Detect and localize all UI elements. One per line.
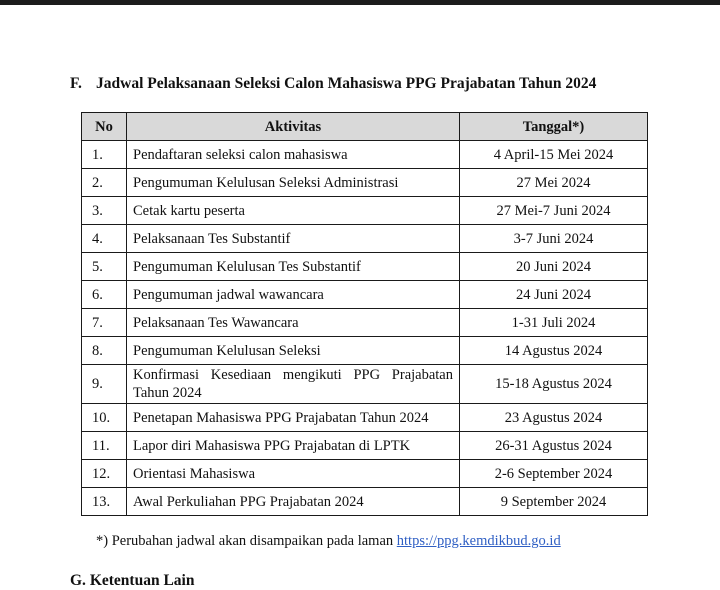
footnote-link[interactable]: https://ppg.kemdikbud.go.id [396, 533, 561, 549]
row-date: 23 Agustus 2024 [460, 404, 648, 432]
row-no: 2. [82, 169, 127, 197]
next-section-title: Ketentuan Lain [89, 572, 195, 589]
table-row [82, 337, 648, 365]
table-row [82, 309, 648, 337]
row-activity: Penetapan Mahasiswa PPG Prajabatan Tahun 2024 [127, 404, 460, 432]
row-date: 15-18 Agustus 2024 [460, 365, 648, 404]
table-row [82, 488, 648, 516]
row-activity: Orientasi Mahasiswa [127, 460, 460, 488]
row-date: 14 Agustus 2024 [460, 337, 648, 365]
table-row [82, 404, 648, 432]
row-no: 7. [82, 309, 127, 337]
footnote-text: *) Perubahan jadwal akan disampaikan pada laman [96, 533, 394, 549]
table-row [82, 225, 648, 253]
row-date: 27 Mei-7 Juni 2024 [460, 197, 648, 225]
row-no: 6. [82, 281, 127, 309]
row-date: 2-6 September 2024 [460, 460, 648, 488]
next-section-heading [70, 572, 194, 590]
header-row [82, 113, 648, 141]
row-no: 4. [82, 225, 127, 253]
row-date: 26-31 Agustus 2024 [460, 432, 648, 460]
row-date: 27 Mei 2024 [460, 169, 648, 197]
section-letter: F. [70, 75, 82, 92]
row-activity: Pengumuman Kelulusan Tes Substantif [127, 253, 460, 281]
table-row [82, 281, 648, 309]
row-no: 9. [82, 365, 127, 404]
row-date: 4 April-15 Mei 2024 [460, 141, 648, 169]
top-bar [0, 0, 720, 5]
row-activity: Awal Perkuliahan PPG Prajabatan 2024 [127, 488, 460, 516]
footnote [96, 533, 561, 550]
row-no: 5. [82, 253, 127, 281]
schedule-table [81, 112, 648, 516]
row-date: 3-7 Juni 2024 [460, 225, 648, 253]
table-row [82, 460, 648, 488]
table-row [82, 432, 648, 460]
row-activity: Konfirmasi Kesediaan mengikuti PPG Prajabatan Tahun 2024 [127, 365, 460, 404]
row-no: 11. [82, 432, 127, 460]
table-row [82, 169, 648, 197]
table-row [82, 141, 648, 169]
row-no: 1. [82, 141, 127, 169]
row-no: 10. [82, 404, 127, 432]
table-row [82, 197, 648, 225]
row-activity: Pelaksanaan Tes Substantif [127, 225, 460, 253]
row-activity: Lapor diri Mahasiswa PPG Prajabatan di LPTK [127, 432, 460, 460]
row-activity: Pendaftaran seleksi calon mahasiswa [127, 141, 460, 169]
row-no: 12. [82, 460, 127, 488]
row-activity: Cetak kartu peserta [127, 197, 460, 225]
row-activity: Pengumuman Kelulusan Seleksi Administrasi [127, 169, 460, 197]
row-date: 24 Juni 2024 [460, 281, 648, 309]
table-row [82, 253, 648, 281]
next-section-letter: G. [70, 572, 86, 589]
section-heading [70, 75, 596, 93]
header-date: Tanggal*) [460, 113, 648, 141]
row-no: 8. [82, 337, 127, 365]
section-title: Jadwal Pelaksanaan Seleksi Calon Mahasiswa PPG Prajabatan Tahun 2024 [96, 75, 597, 92]
row-activity: Pelaksanaan Tes Wawancara [127, 309, 460, 337]
table-row [82, 365, 648, 404]
row-activity: Pengumuman Kelulusan Seleksi [127, 337, 460, 365]
row-no: 3. [82, 197, 127, 225]
header-no: No [82, 113, 127, 141]
row-date: 9 September 2024 [460, 488, 648, 516]
row-date: 1-31 Juli 2024 [460, 309, 648, 337]
row-date: 20 Juni 2024 [460, 253, 648, 281]
row-activity: Pengumuman jadwal wawancara [127, 281, 460, 309]
row-no: 13. [82, 488, 127, 516]
header-activity: Aktivitas [127, 113, 460, 141]
